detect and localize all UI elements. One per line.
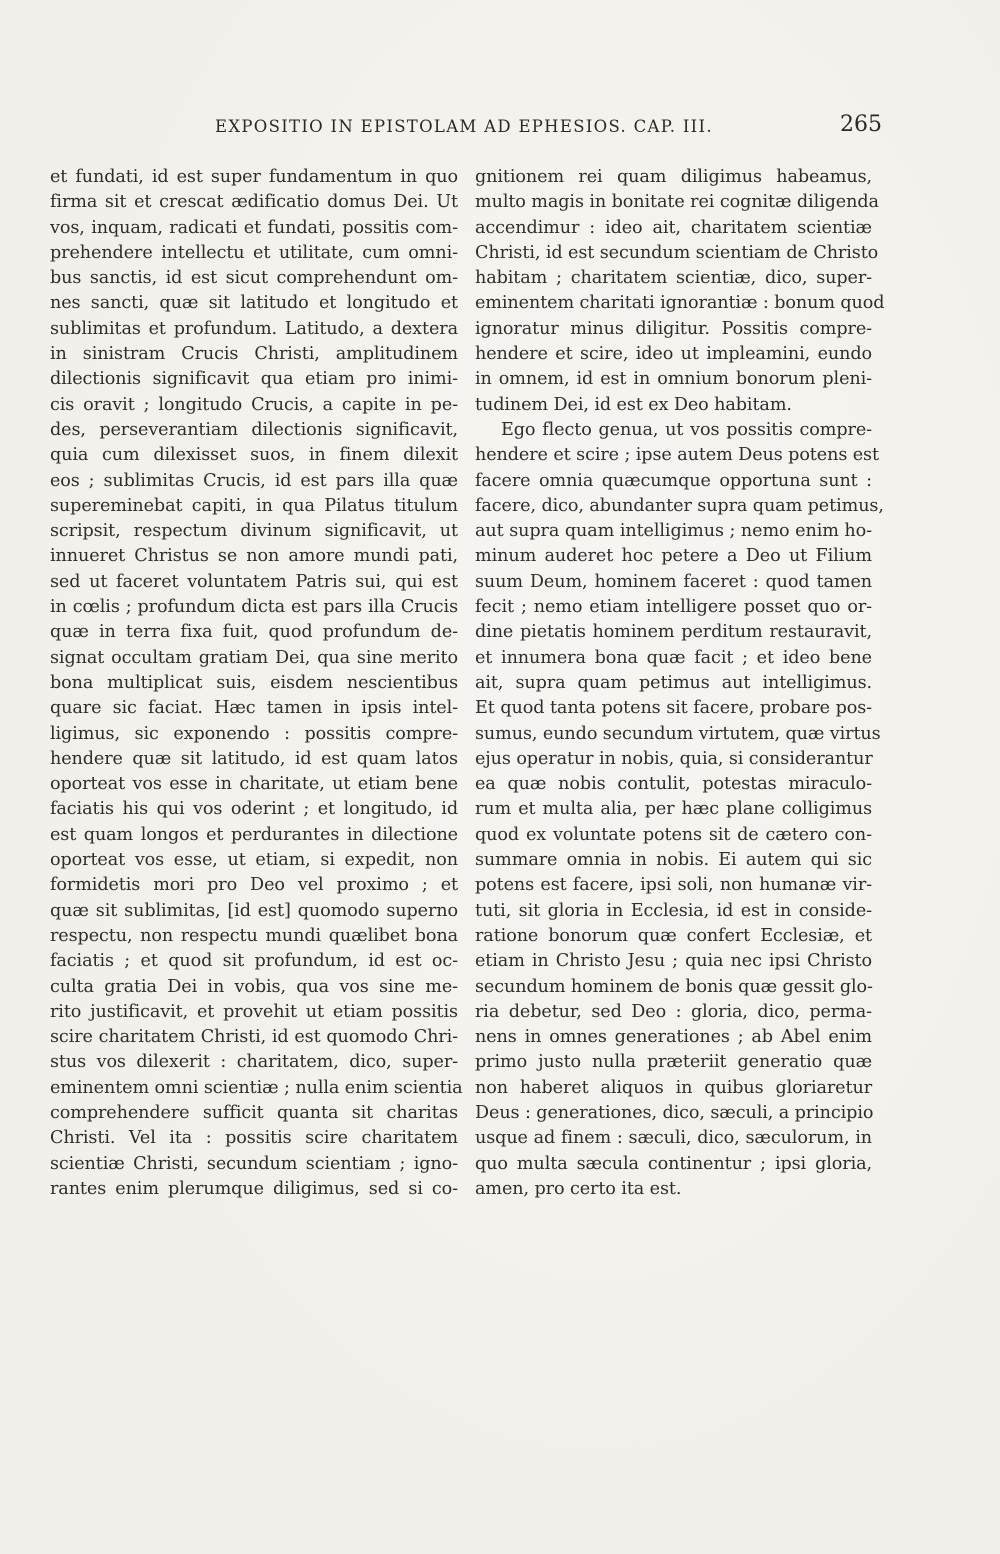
text-line: sumus, eundo secundum virtutem, quæ virtus: [475, 723, 881, 744]
text-line: eminentem charitati ignorantiæ : bonum quod: [475, 293, 885, 314]
text-line: summare omnia in nobis. Ei autem qui sic: [475, 850, 872, 871]
left-text-column: [50, 165, 463, 1202]
text-line: dine pietatis hominem perditum restauravit,: [475, 622, 872, 643]
text-line: Christi, id est secundum scientiam de Christo: [475, 242, 879, 263]
text-line: etiam in Christo Jesu ; quia nec ipsi Christo: [475, 951, 872, 972]
text-line: ignoratur minus diligitur. Possitis compre-: [475, 318, 872, 339]
text-line: bona multiplicat suis, eisdem nescientibus: [50, 672, 458, 693]
text-line: accendimur : ideo ait, charitatem scientiæ: [475, 217, 872, 238]
text-line: non haberet aliquos in quibus gloriaretur: [475, 1077, 872, 1098]
text-line: gnitionem rei quam diligimus habeamus,: [475, 167, 872, 187]
text-line: ea quæ nobis contulit, potestas miraculo-: [475, 774, 872, 795]
text-line: secundum hominem de bonis quæ gessit glo-: [475, 976, 873, 997]
text-line: scripsit, respectum divinum significavit, ut: [50, 521, 458, 542]
text-line: prehendere intellectu et utilitate, cum omni-: [50, 242, 458, 263]
text-line: tuti, sit gloria in Ecclesia, id est in conside-: [475, 900, 872, 921]
text-line: multo magis in bonitate rei cognitæ diligenda: [475, 192, 879, 213]
text-line: rito justificavit, et provehit ut etiam possitis: [50, 1001, 458, 1022]
page-header: [215, 112, 882, 141]
text-line: minum auderet hoc petere a Deo ut Filium: [475, 546, 872, 567]
text-line: dilectionis significavit qua etiam pro inimi-: [50, 369, 458, 390]
text-line: quod ex voluntate potens sit de cætero con-: [475, 824, 872, 845]
text-line: ratione bonorum quæ confert Ecclesiæ, et: [475, 925, 872, 946]
text-line: quia cum dilexisset suos, in finem dilexit: [50, 445, 458, 466]
text-line: et fundati, id est super fundamentum in quo: [50, 167, 458, 187]
text-line: habitam ; charitatem scientiæ, dico, super-: [475, 268, 872, 289]
text-line: Et quod tanta potens sit facere, probare pos-: [475, 698, 872, 719]
text-line: bus sanctis, id est sicut comprehendunt om-: [50, 268, 458, 289]
text-line: quare sic faciat. Hæc tamen in ipsis intel-: [50, 698, 458, 719]
text-line: fecit ; nemo etiam intelligere posset quo or-: [475, 597, 872, 618]
text-line: hendere et scire, ideo ut impleamini, eundo: [475, 344, 872, 365]
text-line: suum Deum, hominem faceret : quod tamen: [475, 571, 872, 592]
text-line: ligimus, sic exponendo : possitis compre-: [50, 723, 458, 744]
text-line: Deus : generationes, dico, sæculi, a principio: [475, 1102, 874, 1123]
text-line: quæ in terra fixa fuit, quod profundum de-: [50, 622, 458, 643]
text-line: des, perseverantiam dilectionis significavit,: [50, 419, 458, 440]
text-line: rum et multa alia, per hæc plane colligimus: [475, 799, 872, 820]
text-line: culta gratia Dei in vobis, qua vos sine me-: [50, 976, 458, 997]
text-line: innueret Christus se non amore mundi pati,: [50, 546, 458, 567]
text-line: hendere quæ sit latitudo, id est quam latos: [50, 748, 458, 769]
text-line: in sinistram Crucis Christi, amplitudinem: [50, 344, 458, 365]
text-line: eos ; sublimitas Crucis, id est pars illa quæ: [50, 470, 458, 491]
text-line: tudinem Dei, id est ex Deo habitam.: [475, 394, 792, 415]
text-line: potens est facere, ipsi soli, non humanæ vir-: [475, 875, 872, 896]
text-line: cis oravit ; longitudo Crucis, a capite in pe-: [50, 394, 458, 415]
text-line: ait, supra quam petimus aut intelligimus.: [475, 672, 872, 693]
text-line: quæ sit sublimitas, [id est] quomodo superno: [50, 900, 458, 921]
text-line: scire charitatem Christi, id est quomodo Chri-: [50, 1027, 458, 1048]
text-line: oporteat vos esse, ut etiam, si expedit, non: [50, 850, 458, 871]
text-line: in cœlis ; profundum dicta est pars illa Crucis: [50, 597, 458, 618]
text-line: vos, inquam, radicati et fundati, possitis com-: [50, 217, 458, 238]
text-line: eminentem omni scientiæ ; nulla enim scientia: [50, 1077, 463, 1098]
text-line: hendere et scire ; ipse autem Deus potens est: [475, 445, 879, 466]
text-line: oporteat vos esse in charitate, ut etiam bene: [50, 774, 458, 795]
text-line: quo multa sæcula continentur ; ipsi gloria,: [475, 1153, 872, 1174]
right-text-column: [475, 165, 885, 1202]
text-line: amen, pro certo ita est.: [475, 1178, 682, 1199]
text-line: rantes enim plerumque diligimus, sed si co-: [50, 1178, 458, 1199]
text-line: sed ut faceret voluntatem Patris sui, qui est: [50, 571, 458, 592]
text-line: respectu, non respectu mundi quælibet bona: [50, 925, 458, 946]
page-number: 265: [840, 112, 882, 137]
text-line: nens in omnes generationes ; ab Abel enim: [475, 1027, 872, 1048]
text-line: et innumera bona quæ facit ; et ideo bene: [475, 647, 872, 668]
text-line: aut supra quam intelligimus ; nemo enim ho-: [475, 521, 872, 542]
text-line: faciatis his qui vos oderint ; et longitudo, id: [50, 799, 458, 820]
text-line: supereminebat capiti, in qua Pilatus titulum: [50, 495, 458, 516]
text-line: formidetis mori pro Deo vel proximo ; et: [50, 875, 458, 896]
text-line: nes sancti, quæ sit latitudo et longitudo et: [50, 293, 458, 314]
running-title: EXPOSITIO IN EPISTOLAM AD EPHESIOS. CAP. III.: [215, 117, 713, 136]
text-line: faciatis ; et quod sit profundum, id est oc-: [50, 951, 458, 972]
text-line: Christi. Vel ita : possitis scire charitatem: [50, 1128, 458, 1149]
text-line: in omnem, id est in omnium bonorum pleni-: [475, 369, 872, 390]
text-line: firma sit et crescat ædificatio domus Dei. Ut: [50, 192, 458, 213]
text-line: scientiæ Christi, secundum scientiam ; igno-: [50, 1153, 458, 1174]
text-line: Ego flecto genua, ut vos possitis compre-: [501, 419, 872, 440]
text-line: comprehendere sufficit quanta sit charitas: [50, 1102, 458, 1123]
text-line: stus vos dilexerit : charitatem, dico, super-: [50, 1052, 458, 1073]
text-line: est quam longos et perdurantes in dilectione: [50, 824, 458, 845]
text-line: primo justo nulla præteriit generatio quæ: [475, 1052, 872, 1073]
text-line: usque ad finem : sæculi, dico, sæculorum, in: [475, 1128, 872, 1149]
text-line: facere, dico, abundanter supra quam petimus,: [475, 495, 884, 516]
text-line: ejus operatur in nobis, quia, si considerantur: [475, 748, 873, 769]
text-line: ria debetur, sed Deo : gloria, dico, perma-: [475, 1001, 872, 1022]
text-line: signat occultam gratiam Dei, qua sine merito: [50, 647, 458, 668]
text-line: facere omnia quæcumque opportuna sunt :: [475, 470, 872, 491]
text-line: sublimitas et profundum. Latitudo, a dextera: [50, 318, 458, 339]
